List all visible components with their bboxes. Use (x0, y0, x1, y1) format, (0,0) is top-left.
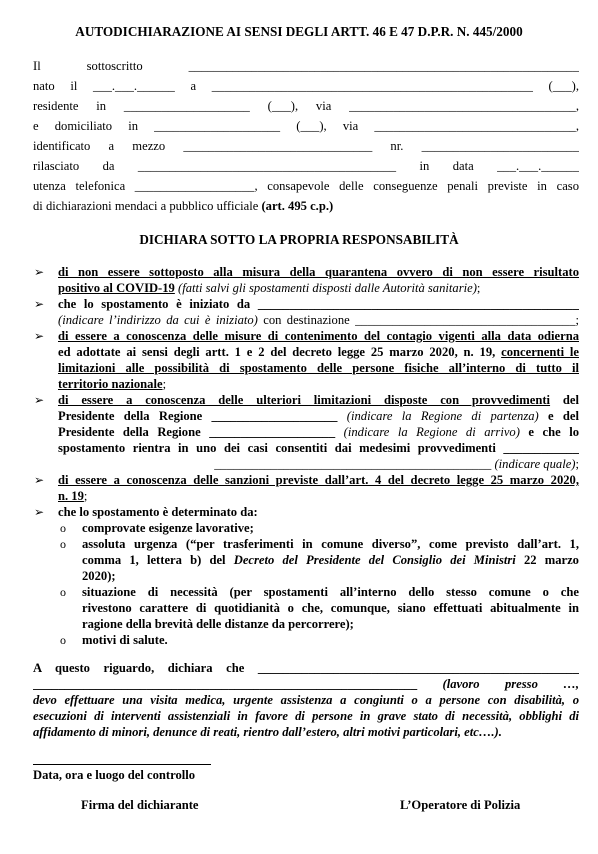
arrow-bullet-icon: ➢ (34, 265, 45, 279)
arrow-bullet-icon: ➢ (34, 393, 45, 407)
bullet-regioni: di essere a conoscenza delle ulteriori limitazioni disposte con provvedimenti del (58, 393, 579, 407)
field-nato[interactable]: nato il ___.___.______ a ___________________________________________________ (___), (33, 79, 579, 93)
option-necessita-cont2: ragione della brevità delle distanze da percorrere); (82, 617, 354, 631)
examples-line-1: devo effettuare una visita medica, urgente assistenza a congiunti o a persone con disabilità, o (33, 693, 579, 707)
arrow-bullet-icon: ➢ (34, 329, 45, 343)
field-dichiara-che[interactable]: A questo riguardo, dichiara che ___________________________________________________ (33, 661, 579, 675)
field-telefono[interactable]: utenza telefonica ___________________, consapevole delle conseguenze penali previste in caso (33, 179, 579, 193)
option-necessita-cont: rivestono carattere di quotidianità o che, comunque, siano effettuati abitualmente in (82, 601, 579, 615)
field-sottoscritto[interactable]: Il sottoscritto ______________________________________________________________ (33, 59, 579, 73)
bullet-sanzioni: di essere a conoscenza delle sanzioni previste dall’art. 4 del decreto legge 25 marzo 2020, (58, 473, 579, 487)
circle-bullet-icon: o (60, 521, 66, 535)
field-identificato[interactable]: identificato a mezzo ______________________________ nr. _________________________ (33, 139, 579, 153)
date-signature-line[interactable] (33, 764, 211, 765)
field-residente[interactable]: residente in ____________________ (___), via ____________________________________, (33, 99, 579, 113)
field-regione-partenza[interactable]: Presidente della Regione ____________________ (indicare la Regione di partenza) e del (58, 409, 579, 423)
circle-bullet-icon: o (60, 633, 66, 647)
field-partenza[interactable]: che lo spostamento è iniziato da ___________________________________________________ (58, 297, 579, 311)
bullet-motivo: che lo spostamento è determinato da: (58, 505, 258, 519)
declaration-heading: DICHIARA SOTTO LA PROPRIA RESPONSABILITÀ (139, 232, 459, 247)
examples-line-3: affidamento di minori, denunce di reati, rientro dall’estero, altri motivi particolari, etc….). (33, 725, 502, 739)
bullet-misure-cont3: territorio nazionale; (58, 377, 167, 391)
field-provvedimento-quale[interactable]: ____________________________________________ (indicare quale); (214, 457, 579, 471)
field-dichiara-che-cont[interactable]: _____________________________________________________________ (lavoro presso …, (33, 677, 579, 691)
bullet-sanzioni-cont: n. 19; (58, 489, 88, 503)
option-urgenza-cont: comma 1, lettera b) del Decreto del Presidente del Consiglio dei Ministri 22 marzo (82, 553, 579, 567)
option-urgenza[interactable]: assoluta urgenza (“per trasferimenti in comune diverso”, come previsto dall’art. 1, (82, 537, 579, 551)
document-title: AUTODICHIARAZIONE AI SENSI DEGLI ARTT. 46 E 47 D.P.R. N. 445/2000 (75, 24, 523, 39)
header-closing: di dichiarazioni mendaci a pubblico ufficiale (art. 495 c.p.) (33, 199, 334, 213)
bullet-misure-cont2: limitazioni alle possibilità di spostamento delle persone fisiche all’interno di tutto il (58, 361, 579, 375)
bullet-quarantena: di non essere sottoposto alla misura della quarantena ovvero di non essere risultato (58, 265, 579, 279)
option-lavoro[interactable]: comprovate esigenze lavorative; (82, 521, 254, 535)
bullet-misure: di essere a conoscenza delle misure di contenimento del contagio vigenti alla data odierna (58, 329, 579, 343)
field-regione-arrivo[interactable]: Presidente della Regione ____________________ (indicare la Regione di arrivo) e che lo (58, 425, 579, 439)
arrow-bullet-icon: ➢ (34, 505, 45, 519)
footer-sign-label: Firma del dichiarante (81, 798, 199, 812)
footer-date-label: Data, ora e luogo del controllo (33, 768, 196, 782)
arrow-bullet-icon: ➢ (34, 473, 45, 487)
examples-line-2: esecuzioni di interventi assistenziali in favore di persone in grave stato di necessità, obblighi di (33, 709, 579, 723)
field-provvedimenti[interactable]: spostamento rientra in uno dei casi consentiti dai medesimi provvedimenti ____________ (58, 441, 579, 455)
circle-bullet-icon: o (60, 537, 66, 551)
footer-officer-label: L’Operatore di Polizia (400, 798, 521, 812)
bullet-quarantena-cont: positivo al COVID-19 (fatti salvi gli spostamenti disposti dalle Autorità sanitarie); (58, 281, 481, 295)
circle-bullet-icon: o (60, 585, 66, 599)
option-necessita[interactable]: situazione di necessità (per spostamenti all’interno dello stesso comune o che (82, 585, 579, 599)
field-rilasciato[interactable]: rilasciato da _________________________________________ in data ___.___.______ (33, 159, 579, 173)
option-salute[interactable]: motivi di salute. (82, 633, 168, 647)
option-urgenza-cont2: 2020); (82, 569, 116, 583)
field-domiciliato[interactable]: e domiciliato in ____________________ (___), via ________________________________, (33, 119, 579, 133)
arrow-bullet-icon: ➢ (34, 297, 45, 311)
field-destinazione[interactable]: (indicare l’indirizzo da cui è iniziato) con destinazione ___________________________________; (58, 313, 579, 327)
bullet-misure-cont: ed adottate ai sensi degli artt. 1 e 2 del decreto legge 25 marzo 2020, n. 19, concernenti le (58, 345, 579, 359)
